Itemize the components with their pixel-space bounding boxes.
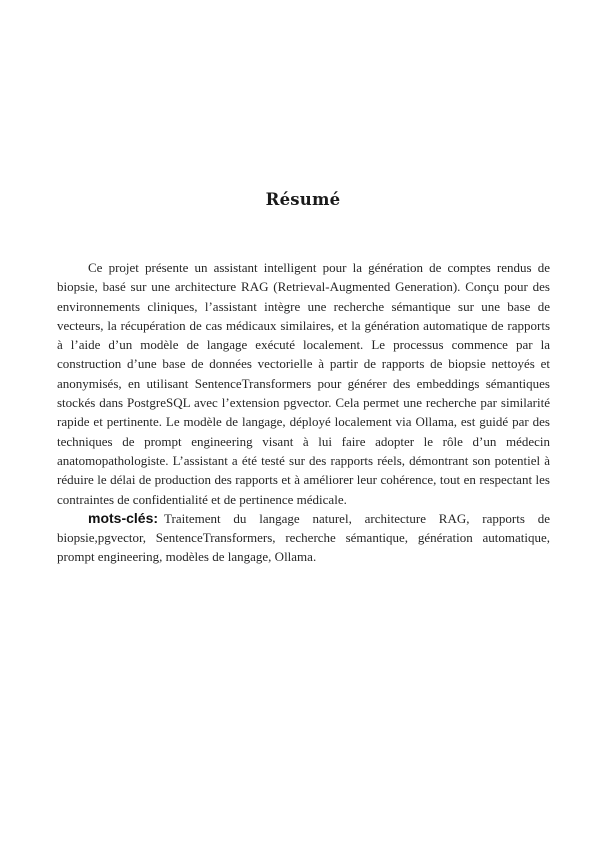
abstract-section bbox=[57, 258, 550, 567]
keywords-text: Traitement du langage naturel, architecture RAG, rapports de biopsie,pgvector, SentenceTransformers, recherche sémantique, génération automatique, prompt engineering, modèles de langage, Ollama. bbox=[57, 510, 550, 565]
abstract-paragraph: Ce projet présente un assistant intelligent pour la génération de comptes rendus de biopsie, basé sur une architecture RAG (Retrieval-Augmented Generation). Conçu pour des environnements cliniques, l’assistant intègre une recherche sémantique sur une base de vecteurs, la récupération de cas médicaux similaires, et la génération automatique de rapports à l’aide d’un modèle de langage exécuté localement. Le processus commence par la construction d’une base de données vectorielle à partir de rapports de biopsie nettoyés et anonymisés, en utilisant SentenceTransformers pour générer des embeddings sémantiques stockés dans PostgreSQL avec l’extension pgvector. Cela permet une recherche par similarité rapide et pertinente. Le modèle de langage, déployé localement via Ollama, est guidé par des techniques de prompt engineering visant à lui faire adopter le rôle d’un médecin anatomopathologiste. L’assistant a été testé sur des rapports réels, démontrant son potentiel à réduire le délai de production des rapports et à améliorer leur cohérence, tout en respectant les contraintes de confidentialité et de pertinence médicale. bbox=[57, 260, 550, 507]
keywords-paragraph bbox=[57, 509, 550, 567]
page-title: Résumé bbox=[265, 190, 341, 209]
keywords-label: mots-clés: bbox=[88, 509, 159, 526]
